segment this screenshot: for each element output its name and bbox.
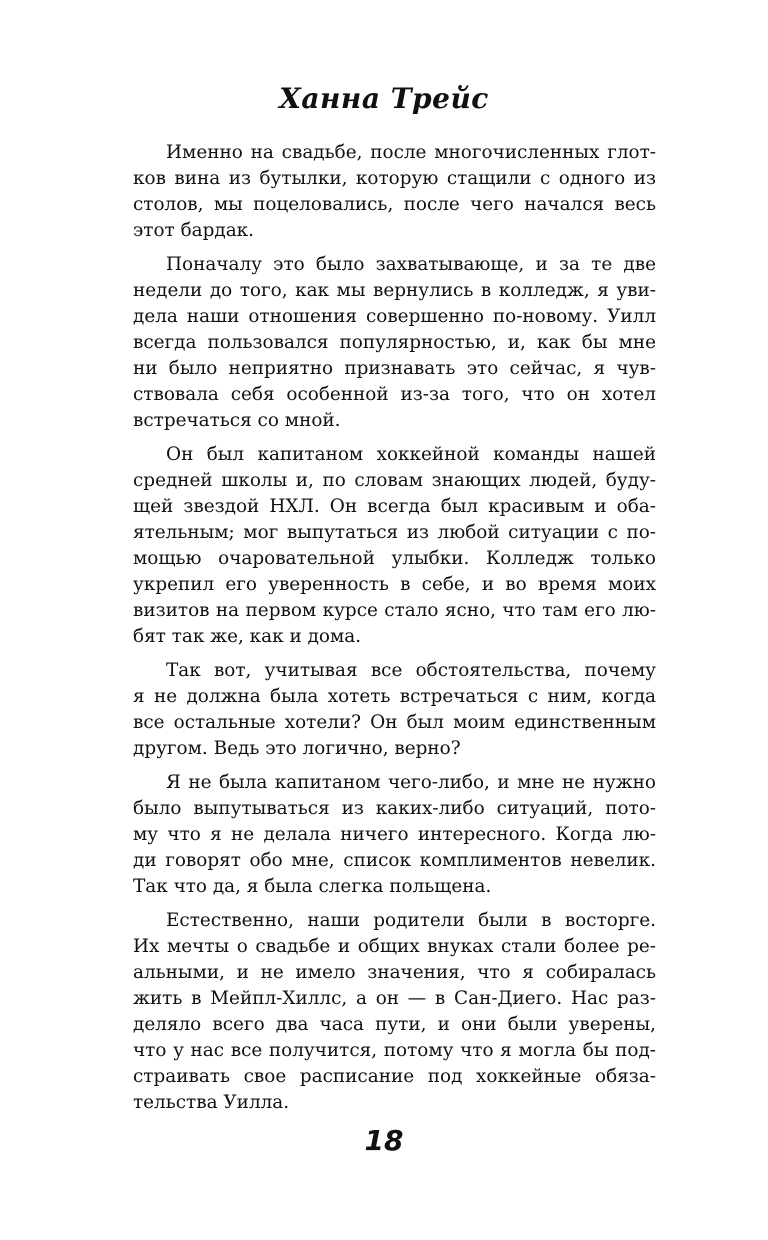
text-line: Поначалу это было захватывающе, и за те две [166, 254, 656, 275]
text-line: жить в Мейпл-Хиллс, а он — в Сан-Диего. Нас раз- [133, 988, 656, 1009]
paragraph [133, 252, 656, 434]
text-line: му что я не делала ничего интересного. Когда лю- [133, 824, 656, 845]
text-line: Так что да, я была слегка польщена. [133, 876, 492, 897]
text-line: страивать свое расписание под хоккейные обяза- [133, 1066, 656, 1087]
text-line: все остальные хотели? Он был моим единственным [133, 712, 656, 733]
text-line: альными, и не имело значения, что я собиралась [133, 962, 656, 983]
text-line: визитов на первом курсе стало ясно, что там его лю- [133, 600, 656, 621]
text-line: ятельным; мог выпутаться из любой ситуации с по- [133, 522, 656, 543]
paragraph [133, 140, 656, 244]
text-line: Он был капитаном хоккейной команды нашей [166, 444, 656, 465]
text-line: было выпутываться из каких-либо ситуаций, пото- [133, 798, 656, 819]
text-line: деляло всего два часа пути, и они были уверены, [133, 1014, 656, 1035]
text-line: Так вот, учитывая все обстоятельства, почему [166, 660, 656, 681]
text-line: щей звездой НХЛ. Он всегда был красивым и оба- [133, 496, 656, 517]
text-line: дела наши отношения совершенно по-новому. Уилл [133, 306, 656, 327]
text-line: средней школы и, по словам знающих людей, буду- [133, 470, 656, 491]
text-line: Естественно, наши родители были в восторге. [166, 910, 656, 931]
text-line: бят так же, как и дома. [133, 626, 362, 647]
paragraph [133, 908, 656, 1116]
page-number: 18 [364, 1124, 404, 1157]
text-line: этот бардак. [133, 220, 255, 241]
text-line: тельства Уилла. [133, 1092, 290, 1113]
text-line: укрепил его уверенность в себе, и во время моих [133, 574, 656, 595]
text-line: ди говорят обо мне, список комплиментов невелик. [133, 850, 656, 871]
text-line: я не должна была хотеть встречаться с ним, когда [133, 686, 656, 707]
text-line: недели до того, как мы вернулись в колледж, я уви- [133, 280, 656, 301]
text-line: всегда пользовался популярностью, и, как бы мне [133, 332, 656, 353]
text-line: Именно на свадьбе, после многочисленных глот- [166, 142, 656, 163]
text-line: что у нас все получится, потому что я могла бы под- [133, 1040, 656, 1061]
text-line: ствовала себя особенной из-за того, что он хотел [133, 384, 656, 405]
text-line: столов, мы поцеловались, после чего начался весь [133, 194, 656, 215]
text-line: встречаться со мной. [133, 410, 341, 431]
text-line: ни было неприятно признавать это сейчас, я чув- [133, 358, 656, 379]
text-line: мощью очаровательной улыбки. Колледж только [133, 548, 656, 569]
text-line: Их мечты о свадьбе и общих внуках стали более ре- [133, 936, 656, 957]
text-line: Я не была капитаном чего-либо, и мне не нужно [166, 772, 656, 793]
text-line: другом. Ведь это логично, верно? [133, 738, 461, 759]
paragraph [133, 442, 656, 650]
text-line: ков вина из бутылки, которую стащили с одного из [133, 168, 656, 189]
body-text [133, 140, 656, 1124]
running-header-author: Ханна Трейс [279, 82, 489, 115]
paragraph [133, 658, 656, 762]
paragraph [133, 770, 656, 900]
